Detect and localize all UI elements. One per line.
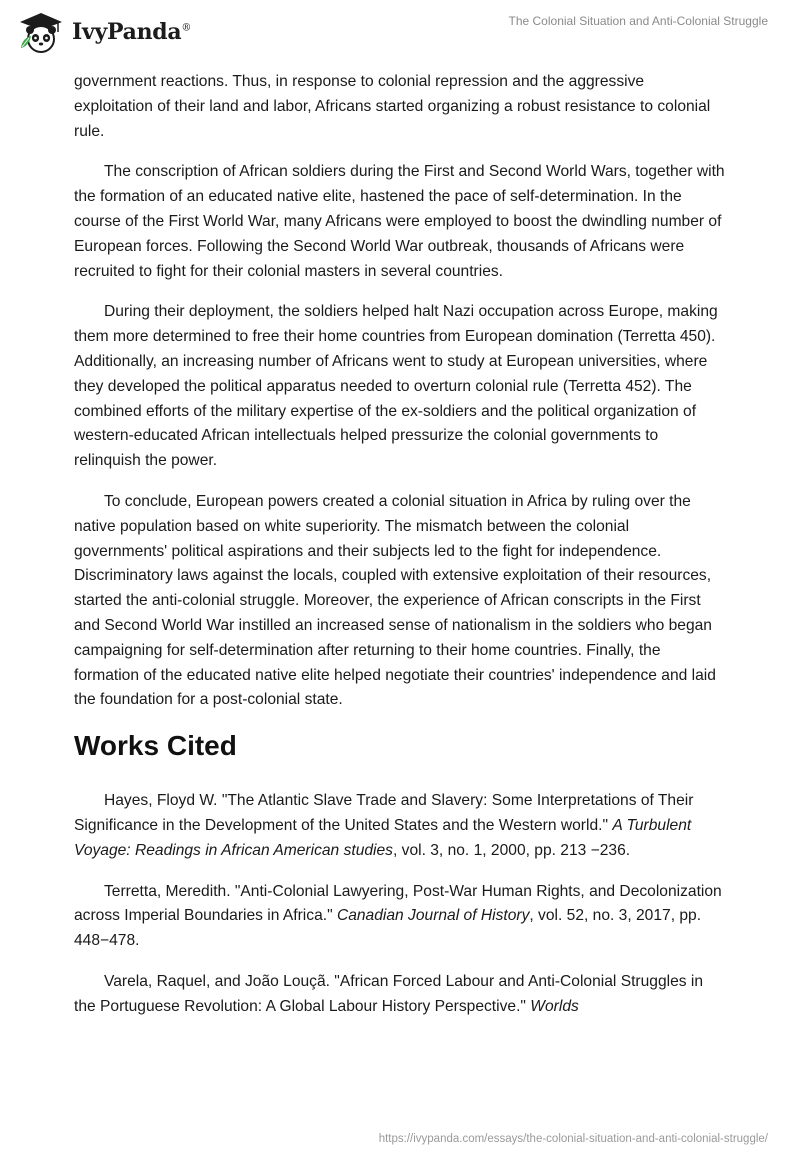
citation-source-title: Worlds xyxy=(530,997,579,1015)
conclusion-paragraph: To conclude, European powers created a colonial situation in Africa by ruling over the native population based on white superiority. The mismatch between the colonial governments' political aspirations and their subjects led to the fight for independence. Discriminatory laws against the locals, coupled with extensive exploitation of their resources, started the anti-colonial struggle. Moreover, the experience of African conscripts in the First and Second World War instilled an increased sense of nationalism in the soldiers who began campaigning for self-determination after returning to their home countries. Finally, the formation of the educated native elite helped negotiate their countries' independence and laid the foundation for a post-colonial state. xyxy=(74,492,716,709)
citation-text: Terretta, Meredith. "Anti-Colonial Lawyering, Post-War Human Rights, and Decolonization across Imperial Boundaries in Africa." xyxy=(74,882,722,925)
page-header xyxy=(0,0,800,70)
citation-entry xyxy=(74,880,726,954)
citation-source-title: A Turbulent Voyage: Readings in African American studies xyxy=(74,816,692,859)
document-title: The Colonial Situation and Anti-Colonial Struggle xyxy=(508,14,768,28)
citation-text: Hayes, Floyd W. "The Atlantic Slave Trade and Slavery: Some Interpretations of Their Significance in the Development of the United States and the Western world." xyxy=(74,792,694,834)
works-cited-heading: Works Cited xyxy=(74,730,237,762)
paragraph: During their deployment, the soldiers helped halt Nazi occupation across Europe, making them more determined to free their home countries from European domination (Terretta 450). Additionally, an increasing number of Africans went to study at European universities, where they developed the political apparatus needed to overturn colonial rule (Terretta 452). The combined efforts of the military expertise of the ex-soldiers and the political organization of western-educated African intellectuals helped pressurize the colonial governments to relinquish the power. xyxy=(74,303,718,470)
essay-content xyxy=(74,70,726,1036)
citation-details: , vol. 3, no. 1, 2000, pp. 213 −236. xyxy=(392,841,631,859)
logo-wordmark-text: IvyPanda xyxy=(72,19,182,45)
source-url-link[interactable]: https://ivypanda.com/essays/the-colonial-situation-and-anti-colonial-struggle/ xyxy=(378,1133,768,1145)
logo-wordmark xyxy=(72,19,191,45)
citation-source-title: Canadian Journal of History xyxy=(336,907,530,925)
panda-graduate-icon xyxy=(14,10,68,54)
citation-details: , vol. 52, no. 3, 2017, pp. 448−478. xyxy=(74,907,702,950)
citation-entry xyxy=(74,789,726,863)
paragraph: The conscription of African soldiers during the First and Second World Wars, together with the formation of an educated native elite, hastened the pace of self-determination. In the course of the First World War, many Africans were employed to boost the dwindling number of European forces. Following the Second World War outbreak, thousands of Africans were recruited to fight for their colonial masters in several countries. xyxy=(74,163,725,280)
paragraph-continuation: government reactions. Thus, in response to colonial repression and the aggressive exploitation of their land and labor, Africans started organizing a robust resistance to colonial rule. xyxy=(74,73,711,140)
registered-mark: ® xyxy=(181,22,192,34)
citation-text: Varela, Raquel, and João Louçã. "African Forced Labour and Anti-Colonial Struggles in the Portuguese Revolution: A Global Labour History Perspective." xyxy=(74,972,704,1015)
citation-entry xyxy=(74,970,726,1020)
ivypanda-logo[interactable] xyxy=(14,10,191,54)
